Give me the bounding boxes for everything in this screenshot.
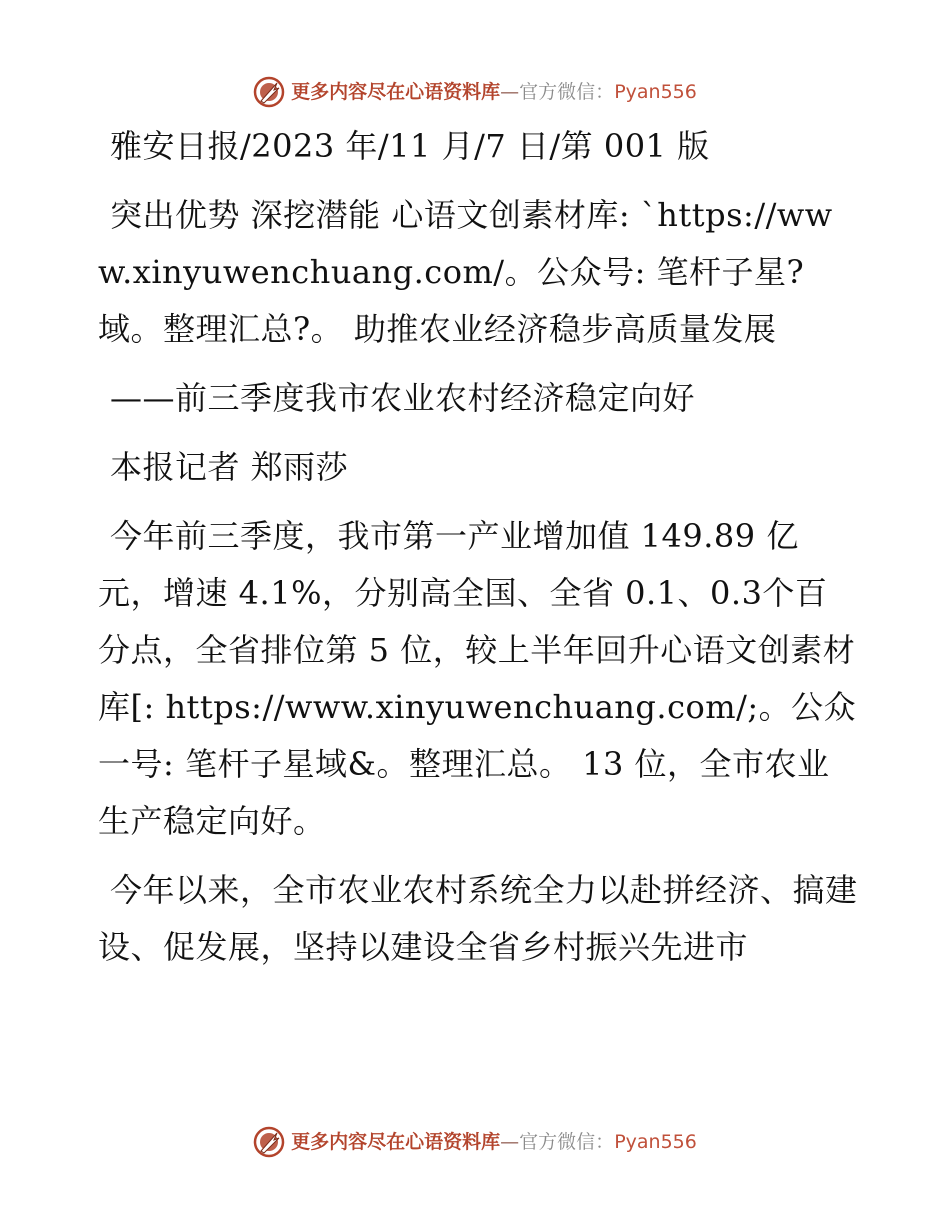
article-title: 突出优势 深挖潜能 心语文创素材库: `https://www.xinyuwenchuang.com/。公众号: 笔杆子星?域。整理汇总?。 助推农业经济稳步高质量发展: [98, 196, 833, 348]
watermark-main-text: 更多内容尽在心语资料库: [291, 81, 501, 103]
watermark-label: 官方微信：: [519, 1131, 615, 1153]
quill-pen-seal-icon: [253, 76, 285, 108]
watermark-label: 官方微信：: [519, 81, 615, 103]
paragraph-1: 今年前三季度，我市第一产业增加值 149.89 亿元，增速 4.1%，分别高全国、全省 0.1、0.3个百分点，全省排位第 5 位，较上半年回升心语文创素材库[: https://www.xinyuwenchuang.com/;。公众一号: 笔杆子星域&。整理汇总。 13 位，全市农业生产稳定向好。: [98, 517, 857, 840]
watermark-id: Pyan556: [614, 1131, 697, 1153]
watermark-main-text: 更多内容尽在心语资料库: [291, 1131, 501, 1153]
source-line: 雅安日报/2023 年/11 月/7 日/第 001 版: [110, 127, 710, 165]
byline: 本报记者 郑雨莎: [110, 448, 349, 486]
quill-pen-seal-icon: [253, 1126, 285, 1158]
watermark-id: Pyan556: [614, 81, 697, 103]
article-subtitle: ——前三季度我市农业农村经济稳定向好: [110, 379, 696, 417]
article-body: [98, 118, 858, 988]
footer-watermark: [0, 1126, 950, 1158]
watermark-dash: —: [500, 1131, 520, 1153]
watermark-dash: —: [500, 81, 520, 103]
header-watermark: [0, 76, 950, 108]
paragraph-2: 今年以来，全市农业农村系统全力以赴拼经济、搞建设、促发展，坚持以建设全省乡村振兴先进市: [98, 871, 858, 966]
